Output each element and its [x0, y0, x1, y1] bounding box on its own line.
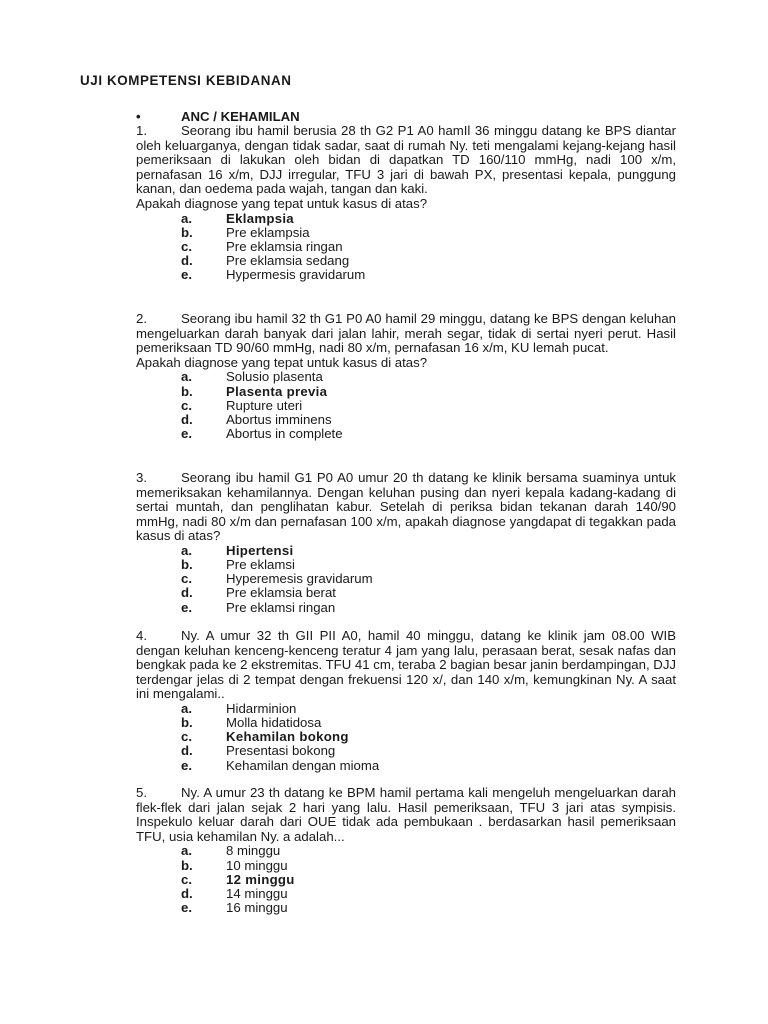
option-text: 10 minggu: [226, 857, 288, 873]
option-a: [136, 370, 676, 384]
question-number: 5.: [136, 785, 147, 800]
question-stem: [136, 124, 676, 197]
option-text-correct: Hipertensi: [226, 542, 294, 558]
question-prompt: Apakah diagnose yang tepat untuk kasus di atas?: [136, 195, 428, 211]
option-a: [136, 544, 676, 558]
option-letter: b.: [181, 557, 193, 573]
option-letter: a.: [181, 843, 192, 859]
question-stem: [136, 471, 676, 544]
question-5: [136, 786, 676, 915]
option-c: [136, 873, 676, 887]
option-text: 8 minggu: [226, 843, 281, 859]
question-number: 4.: [136, 628, 147, 643]
option-text: Solusio plasenta: [226, 369, 323, 385]
option-text: Hyperemesis gravidarum: [226, 571, 373, 587]
option-text: 14 minggu: [226, 885, 288, 901]
option-text: Pre eklamsi ringan: [226, 599, 336, 615]
question-stem: [136, 629, 676, 702]
option-c: [136, 572, 676, 586]
option-letter: b.: [181, 383, 193, 399]
option-text: Rupture uteri: [226, 397, 303, 413]
option-letter: e.: [181, 599, 192, 615]
option-text: Hidarminion: [226, 700, 297, 716]
option-e: [136, 268, 676, 282]
option-letter: e.: [181, 267, 192, 283]
option-letter: e.: [181, 757, 192, 773]
option-c: [136, 730, 676, 744]
option-d: [136, 413, 676, 427]
option-text: Presentasi bokong: [226, 743, 336, 759]
option-letter: d.: [181, 885, 193, 901]
option-text: Pre eklamsia sedang: [226, 252, 350, 268]
option-text: 16 minggu: [226, 899, 288, 915]
question-text: Seorang ibu hamil 32 th G1 P0 A0 hamil 29 minggu, datang ke BPS dengan keluhan mengeluarkan darah banyak dari jalan lahir, merah segar, tidak di sertai nyeri perut. Hasil pemeriksaan TD 90/60 mmHg, nadi 80 x/m, pernafasan 16 x/m, KU lemah pucat.: [136, 311, 676, 356]
question-number: 2.: [136, 311, 147, 326]
option-letter: d.: [181, 411, 193, 427]
option-text-correct: Eklampsia: [226, 210, 294, 226]
question-stem: [136, 312, 676, 356]
option-b: [136, 716, 676, 730]
option-c: [136, 240, 676, 254]
option-text-correct: 12 minggu: [226, 871, 295, 887]
option-e: [136, 901, 676, 915]
option-letter: a.: [181, 210, 192, 226]
option-d: [136, 586, 676, 600]
option-letter: b.: [181, 857, 193, 873]
option-letter: b.: [181, 715, 193, 731]
option-d: [136, 744, 676, 758]
option-letter: d.: [181, 585, 193, 601]
question-text: Seorang ibu hamil berusia 28 th G2 P1 A0 hamIl 36 minggu datang ke BPS diantar oleh keluarganya, dengan tidak sadar, saat di rumah Ny. teti mengalami kejang-kejang hasil pemeriksaan di lakukan oleh bidan di dapatkan TD 160/110 mmHg, nadi 100 x/m, pernafasan 16 x/m, DJJ irregular, TFU 3 jari di bawah PX, presentasi kepala, punggung kanan, dan oedema pada wajah, tangan dan kaki.: [136, 123, 676, 197]
option-letter: e.: [181, 899, 192, 915]
option-b: [136, 558, 676, 572]
question-text: Ny. A umur 32 th GII PII A0, hamil 40 minggu, datang ke klinik jam 08.00 WIB dengan keluhan kenceng-kenceng teratur 4 jam yang lalu, perasaan berat, sesak nafas dan bengkak pada ke 2 ekstremitas. TFU 41 cm, teraba 2 bagian besar janin berdampingan, DJJ terdengar jelas di 2 tempat dengan frekuensi 120 x/, dan 140 x/m, kemungkinan Ny. A saat ini mengalami..: [136, 628, 677, 702]
option-a: [136, 844, 676, 858]
option-text: Pre eklamsia ringan: [226, 238, 343, 254]
section-label: ANC / KEHAMILAN: [181, 109, 300, 124]
option-c: [136, 399, 676, 413]
option-letter: c.: [181, 571, 192, 587]
option-d: [136, 254, 676, 268]
question-text: Ny. A umur 23 th datang ke BPM hamil pertama kali mengeluh mengeluarkan darah flek-flek dari jalan sejak 2 hari yang lalu. Hasil pemeriksaan, TFU 3 jari atas sympisis. Inspekulo keluar darah dari OUE tidak ada pembukaan . berdasarkan hasil pemeriksaan TFU, usia kehamilan Ny. a adalah...: [136, 785, 676, 844]
option-text-correct: Kehamilan bokong: [226, 729, 349, 745]
option-letter: c.: [181, 397, 192, 413]
question-prompt: Apakah diagnose yang tepat untuk kasus di atas?: [136, 354, 428, 370]
document-title: UJI KOMPETENSI KEBIDANAN: [80, 73, 292, 88]
question-number: 3.: [136, 470, 147, 485]
question-3: [136, 471, 676, 615]
question-number: 1.: [136, 123, 147, 138]
question-1: [136, 124, 676, 282]
option-a: [136, 702, 676, 716]
option-text: Molla hidatidosa: [226, 715, 322, 731]
option-letter: a.: [181, 700, 192, 716]
option-letter: a.: [181, 369, 192, 385]
option-e: [136, 427, 676, 441]
question-4: [136, 629, 676, 773]
option-text-correct: Plasenta previa: [226, 383, 328, 399]
option-text: Kehamilan dengan mioma: [226, 757, 380, 773]
option-text: Pre eklampsia: [226, 224, 310, 240]
option-b: [136, 226, 676, 240]
option-text: Abortus in complete: [226, 425, 343, 441]
option-b: [136, 859, 676, 873]
option-e: [136, 759, 676, 773]
option-letter: c.: [181, 238, 192, 254]
question-2: [136, 312, 676, 441]
question-stem: [136, 786, 676, 844]
option-letter: e.: [181, 425, 192, 441]
option-text: Hypermesis gravidarum: [226, 267, 366, 283]
option-letter: c.: [181, 729, 192, 745]
option-letter: c.: [181, 871, 192, 887]
option-letter: d.: [181, 743, 193, 759]
option-text: Pre eklamsi: [226, 557, 295, 573]
question-text: Seorang ibu hamil G1 P0 A0 umur 20 th datang ke klinik bersama suaminya untuk memeriksakan kehamilannya. Dengan keluhan pusing dan nyeri kepala kadang-kadang di sertai muntah, dan penglihatan kabur. Setelah di periksa bidan tekanan darah 140/90 mmHg, nadi 80 x/m dan pernafasan 100 x/m, apakah diagnose yangdapat di tegakkan pada kasus di atas?: [136, 470, 676, 544]
option-letter: a.: [181, 542, 192, 558]
bullet-icon: •: [136, 109, 141, 124]
option-letter: b.: [181, 224, 193, 240]
option-b: [136, 385, 676, 399]
option-letter: d.: [181, 252, 193, 268]
option-text: Abortus imminens: [226, 411, 332, 427]
option-d: [136, 887, 676, 901]
option-e: [136, 601, 676, 615]
option-text: Pre eklamsia berat: [226, 585, 336, 601]
option-a: [136, 212, 676, 226]
